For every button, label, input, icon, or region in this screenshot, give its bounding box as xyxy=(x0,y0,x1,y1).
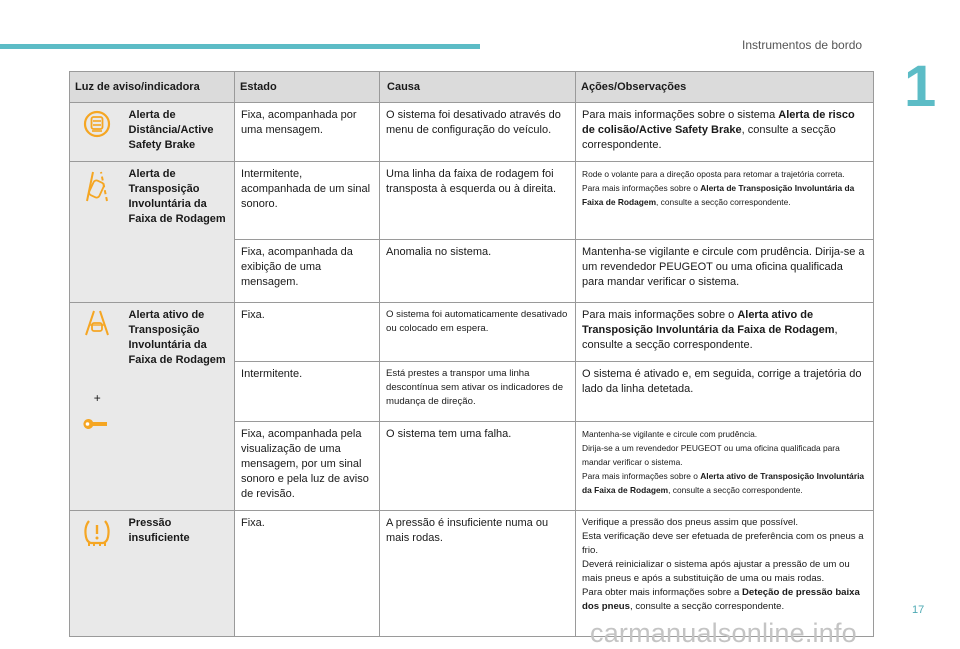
acoes-cell: Para mais informações sobre o sistema Alerta de risco de colisão/Active Safety Brake, consulte a secção correspondente. xyxy=(576,103,874,162)
column-header: Ações/Observações xyxy=(576,72,874,103)
estado-cell: Fixa, acompanhada pela visualização de uma mensagem, por um sinal sonoro e pela luz de aviso de revisão. xyxy=(235,422,380,511)
wrench-icon xyxy=(74,416,121,432)
active-lane-keeping-icon xyxy=(74,309,121,337)
indicator-icon-cell xyxy=(70,162,125,303)
table-row xyxy=(70,303,874,362)
acoes-cell: Verifique a pressão dos pneus assim que possível. Esta verificação deve ser efetuada de preferência com os pneus a frio. Deverá reinicializar o sistema após ajustar a pressão de um ou mais pneus e após a substituição de uma ou mais rodas. Para obter mais informações sobre a Deteção de pressão baixa dos pneus, consulte a secção correspondente. xyxy=(576,511,874,637)
tyre-pressure-icon xyxy=(74,517,121,547)
warning-lights-table xyxy=(69,71,874,637)
indicator-icon-cell xyxy=(70,103,125,162)
section-title: Instrumentos de bordo xyxy=(742,38,863,52)
estado-cell: Fixa. xyxy=(235,303,380,362)
indicator-icon-cell xyxy=(70,511,125,637)
acoes-cell: Rode o volante para a direção oposta para retomar a trajetória correta. Para mais informações sobre o Alerta de Transposição Involuntária da Faixa de Rodagem, consulte a secção correspondente. xyxy=(576,162,874,240)
indicator-name: Pressão insuficiente xyxy=(125,511,235,637)
acoes-cell: O sistema é ativado e, em seguida, corrige a trajetória do lado da linha detetada. xyxy=(576,362,874,422)
indicator-name: Alerta ativo de Transposição Involuntária da Faixa de Rodagem xyxy=(125,303,235,511)
lane-departure-icon xyxy=(74,168,121,204)
estado-cell: Fixa, acompanhada por uma mensagem. xyxy=(235,103,380,162)
causa-cell: O sistema foi automaticamente desativado ou colocado em espera. xyxy=(380,303,576,362)
header-accent-bar xyxy=(0,44,480,49)
column-header: Luz de aviso/indicadora xyxy=(70,72,235,103)
estado-cell: Fixa. xyxy=(235,511,380,637)
table-row xyxy=(70,103,874,162)
acoes-cell: Para mais informações sobre o Alerta ativo de Transposição Involuntária da Faixa de Rodagem, consulte a secção correspondente. xyxy=(576,303,874,362)
indicator-name: Alerta de Transposição Involuntária da Faixa de Rodagem xyxy=(125,162,235,303)
acoes-cell: Mantenha-se vigilante e circule com prudência. Dirija-se a um revendedor PEUGEOT ou uma oficina qualificada para mandar verificar o sistema. Para mais informações sobre o Alerta ativo de Transposição Involuntária da Faixa de Rodagem, consulte a secção correspondente. xyxy=(576,422,874,511)
causa-cell: O sistema tem uma falha. xyxy=(380,422,576,511)
page-number: 17 xyxy=(912,604,925,616)
column-header: Estado xyxy=(235,72,380,103)
chapter-number: 1 xyxy=(904,54,937,119)
causa-cell: O sistema foi desativado através do menu de configuração do veículo. xyxy=(380,103,576,162)
column-header: Causa xyxy=(380,72,576,103)
causa-cell: Uma linha da faixa de rodagem foi transposta à esquerda ou à direita. xyxy=(380,162,576,240)
indicator-icon-cell xyxy=(70,303,125,511)
table-row xyxy=(70,162,874,240)
acoes-cell: Mantenha-se vigilante e circule com prudência. Dirija-se a um revendedor PEUGEOT ou uma oficina qualificada para mandar verificar o sistema. xyxy=(576,240,874,303)
estado-cell: Intermitente. xyxy=(235,362,380,422)
distance-alert-icon xyxy=(74,109,121,139)
indicator-name: Alerta de Distância/Active Safety Brake xyxy=(125,103,235,162)
estado-cell: Fixa, acompanhada da exibição de uma mensagem. xyxy=(235,240,380,303)
watermark: carmanualsonline.info xyxy=(590,618,857,648)
table-header-row xyxy=(70,72,874,103)
icon-separator: + xyxy=(93,391,101,405)
causa-cell: Está prestes a transpor uma linha descontínua sem ativar os indicadores de mudança de direção. xyxy=(380,362,576,422)
causa-cell: A pressão é insuficiente numa ou mais rodas. xyxy=(380,511,576,637)
causa-cell: Anomalia no sistema. xyxy=(380,240,576,303)
estado-cell: Intermitente, acompanhada de um sinal sonoro. xyxy=(235,162,380,240)
